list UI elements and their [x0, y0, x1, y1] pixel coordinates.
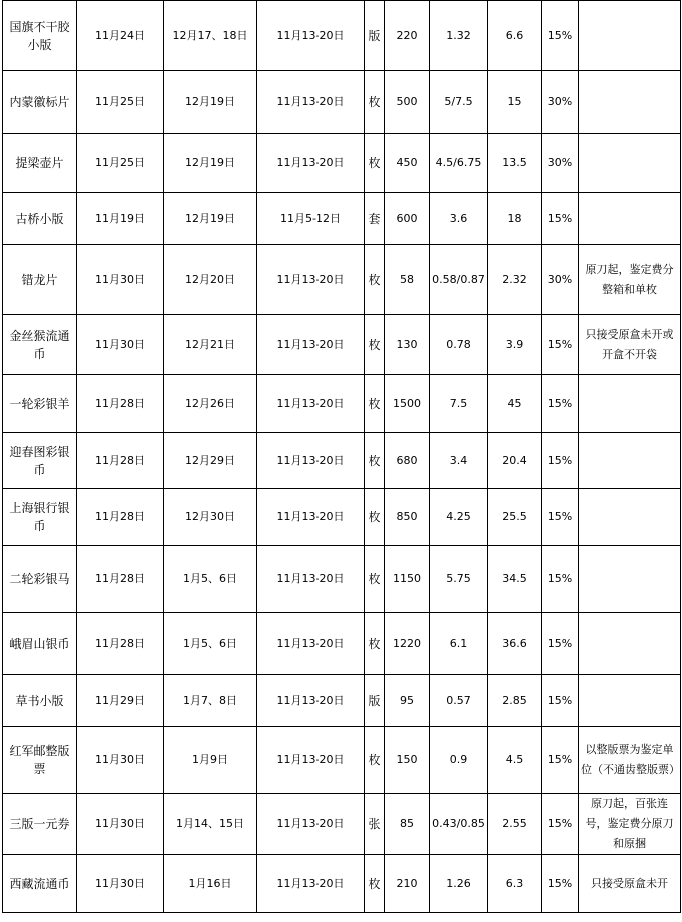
cell-note	[579, 134, 681, 193]
table-row	[3, 375, 681, 433]
cell-date-1: 11月30日	[77, 315, 164, 375]
cell-quantity: 130	[385, 315, 430, 375]
table-row	[3, 71, 681, 134]
cell-total: 18	[488, 193, 542, 245]
cell-date-2: 12月19日	[164, 134, 257, 193]
cell-name: 错龙片	[3, 245, 77, 315]
cell-quantity: 500	[385, 71, 430, 134]
cell-percent: 15%	[542, 546, 579, 613]
cell-quantity: 600	[385, 193, 430, 245]
cell-percent: 15%	[542, 489, 579, 546]
cell-percent: 15%	[542, 193, 579, 245]
cell-date-1: 11月24日	[77, 1, 164, 71]
cell-name: 内蒙徽标片	[3, 71, 77, 134]
cell-date-2: 12月20日	[164, 245, 257, 315]
cell-total: 15	[488, 71, 542, 134]
cell-unit: 版	[365, 675, 385, 727]
cell-date-range: 11月13-20日	[257, 546, 365, 613]
cell-total: 45	[488, 375, 542, 433]
cell-date-range: 11月13-20日	[257, 375, 365, 433]
cell-quantity: 150	[385, 727, 430, 794]
cell-date-1: 11月30日	[77, 794, 164, 855]
cell-note	[579, 613, 681, 675]
cell-unit: 枚	[365, 245, 385, 315]
cell-name: 二轮彩银马	[3, 546, 77, 613]
cell-date-2: 1月9日	[164, 727, 257, 794]
table-row	[3, 134, 681, 193]
cell-quantity: 450	[385, 134, 430, 193]
cell-price: 1.26	[430, 855, 488, 913]
cell-date-2: 12月19日	[164, 71, 257, 134]
cell-price: 5/7.5	[430, 71, 488, 134]
cell-date-range: 11月13-20日	[257, 245, 365, 315]
table-row	[3, 855, 681, 913]
cell-percent: 15%	[542, 675, 579, 727]
cell-name: 古桥小版	[3, 193, 77, 245]
schedule-table	[2, 0, 681, 913]
cell-percent: 15%	[542, 375, 579, 433]
cell-date-2: 1月16日	[164, 855, 257, 913]
cell-price: 4.5/6.75	[430, 134, 488, 193]
cell-total: 2.85	[488, 675, 542, 727]
cell-total: 36.6	[488, 613, 542, 675]
table-row	[3, 727, 681, 794]
cell-unit: 枚	[365, 546, 385, 613]
cell-total: 6.6	[488, 1, 542, 71]
cell-quantity: 58	[385, 245, 430, 315]
cell-date-1: 11月30日	[77, 245, 164, 315]
cell-total: 2.32	[488, 245, 542, 315]
cell-percent: 15%	[542, 433, 579, 489]
cell-price: 0.9	[430, 727, 488, 794]
cell-note	[579, 71, 681, 134]
cell-total: 3.9	[488, 315, 542, 375]
cell-unit: 枚	[365, 433, 385, 489]
cell-name: 三版一元券	[3, 794, 77, 855]
cell-date-range: 11月13-20日	[257, 134, 365, 193]
cell-quantity: 85	[385, 794, 430, 855]
cell-name: 红军邮整版票	[3, 727, 77, 794]
cell-unit: 枚	[365, 613, 385, 675]
cell-note	[579, 1, 681, 71]
cell-date-range: 11月13-20日	[257, 855, 365, 913]
table-row	[3, 315, 681, 375]
cell-percent: 30%	[542, 71, 579, 134]
cell-price: 7.5	[430, 375, 488, 433]
cell-quantity: 680	[385, 433, 430, 489]
cell-quantity: 220	[385, 1, 430, 71]
cell-note	[579, 675, 681, 727]
table-row	[3, 489, 681, 546]
cell-date-2: 12月17、18日	[164, 1, 257, 71]
cell-percent: 30%	[542, 134, 579, 193]
cell-date-2: 12月21日	[164, 315, 257, 375]
cell-date-range: 11月13-20日	[257, 613, 365, 675]
cell-date-1: 11月25日	[77, 71, 164, 134]
cell-date-1: 11月25日	[77, 134, 164, 193]
cell-percent: 15%	[542, 315, 579, 375]
table-row	[3, 1, 681, 71]
cell-date-range: 11月5-12日	[257, 193, 365, 245]
cell-quantity: 850	[385, 489, 430, 546]
cell-date-2: 1月14、15日	[164, 794, 257, 855]
cell-price: 0.57	[430, 675, 488, 727]
cell-date-2: 12月29日	[164, 433, 257, 489]
table-body	[3, 1, 681, 913]
cell-price: 6.1	[430, 613, 488, 675]
cell-total: 6.3	[488, 855, 542, 913]
cell-date-range: 11月13-20日	[257, 1, 365, 71]
cell-unit: 枚	[365, 375, 385, 433]
cell-date-1: 11月30日	[77, 855, 164, 913]
table-row	[3, 245, 681, 315]
cell-date-1: 11月28日	[77, 546, 164, 613]
cell-percent: 15%	[542, 613, 579, 675]
cell-date-range: 11月13-20日	[257, 489, 365, 546]
cell-name: 金丝猴流通币	[3, 315, 77, 375]
cell-unit: 张	[365, 794, 385, 855]
cell-price: 0.58/0.87	[430, 245, 488, 315]
cell-price: 1.32	[430, 1, 488, 71]
cell-price: 4.25	[430, 489, 488, 546]
cell-date-2: 1月5、6日	[164, 546, 257, 613]
cell-total: 25.5	[488, 489, 542, 546]
cell-price: 3.4	[430, 433, 488, 489]
cell-price: 0.43/0.85	[430, 794, 488, 855]
cell-total: 20.4	[488, 433, 542, 489]
cell-note	[579, 489, 681, 546]
cell-note: 只接受原盒未开	[579, 855, 681, 913]
cell-price: 0.78	[430, 315, 488, 375]
cell-date-2: 12月26日	[164, 375, 257, 433]
cell-quantity: 1500	[385, 375, 430, 433]
cell-note	[579, 375, 681, 433]
table-row	[3, 613, 681, 675]
cell-quantity: 95	[385, 675, 430, 727]
cell-total: 34.5	[488, 546, 542, 613]
cell-date-2: 1月7、8日	[164, 675, 257, 727]
table-row	[3, 193, 681, 245]
cell-date-range: 11月13-20日	[257, 675, 365, 727]
cell-date-2: 1月5、6日	[164, 613, 257, 675]
cell-name: 峨眉山银币	[3, 613, 77, 675]
cell-date-1: 11月28日	[77, 375, 164, 433]
cell-date-1: 11月28日	[77, 613, 164, 675]
cell-percent: 15%	[542, 727, 579, 794]
cell-unit: 枚	[365, 727, 385, 794]
table-row	[3, 546, 681, 613]
cell-date-1: 11月19日	[77, 193, 164, 245]
cell-date-range: 11月13-20日	[257, 727, 365, 794]
cell-unit: 枚	[365, 315, 385, 375]
cell-date-2: 12月19日	[164, 193, 257, 245]
cell-note: 只接受原盒未开或开盒不开袋	[579, 315, 681, 375]
cell-note	[579, 433, 681, 489]
cell-name: 草书小版	[3, 675, 77, 727]
cell-date-range: 11月13-20日	[257, 433, 365, 489]
cell-note: 以整版票为鉴定单位（不通齿整版票）	[579, 727, 681, 794]
cell-total: 4.5	[488, 727, 542, 794]
table-row	[3, 675, 681, 727]
cell-percent: 15%	[542, 855, 579, 913]
cell-total: 2.55	[488, 794, 542, 855]
cell-note: 原刀起，百张连号，鉴定费分原刀和原捆	[579, 794, 681, 855]
cell-name: 一轮彩银羊	[3, 375, 77, 433]
cell-name: 迎春图彩银币	[3, 433, 77, 489]
cell-date-2: 12月30日	[164, 489, 257, 546]
cell-date-1: 11月29日	[77, 675, 164, 727]
cell-unit: 枚	[365, 134, 385, 193]
cell-unit: 枚	[365, 71, 385, 134]
cell-date-1: 11月28日	[77, 433, 164, 489]
cell-unit: 版	[365, 1, 385, 71]
cell-name: 提梁壶片	[3, 134, 77, 193]
cell-name: 国旗不干胶小版	[3, 1, 77, 71]
cell-percent: 30%	[542, 245, 579, 315]
cell-unit: 枚	[365, 489, 385, 546]
cell-quantity: 210	[385, 855, 430, 913]
cell-name: 上海银行银币	[3, 489, 77, 546]
cell-percent: 15%	[542, 1, 579, 71]
cell-note	[579, 546, 681, 613]
cell-date-range: 11月13-20日	[257, 794, 365, 855]
cell-price: 3.6	[430, 193, 488, 245]
cell-date-range: 11月13-20日	[257, 315, 365, 375]
cell-quantity: 1150	[385, 546, 430, 613]
cell-date-range: 11月13-20日	[257, 71, 365, 134]
cell-quantity: 1220	[385, 613, 430, 675]
table-row	[3, 433, 681, 489]
cell-date-1: 11月28日	[77, 489, 164, 546]
cell-total: 13.5	[488, 134, 542, 193]
cell-price: 5.75	[430, 546, 488, 613]
table-row	[3, 794, 681, 855]
cell-note	[579, 193, 681, 245]
cell-percent: 15%	[542, 794, 579, 855]
cell-note: 原刀起，鉴定费分整箱和单枚	[579, 245, 681, 315]
cell-unit: 枚	[365, 855, 385, 913]
cell-unit: 套	[365, 193, 385, 245]
cell-date-1: 11月30日	[77, 727, 164, 794]
cell-name: 西藏流通币	[3, 855, 77, 913]
